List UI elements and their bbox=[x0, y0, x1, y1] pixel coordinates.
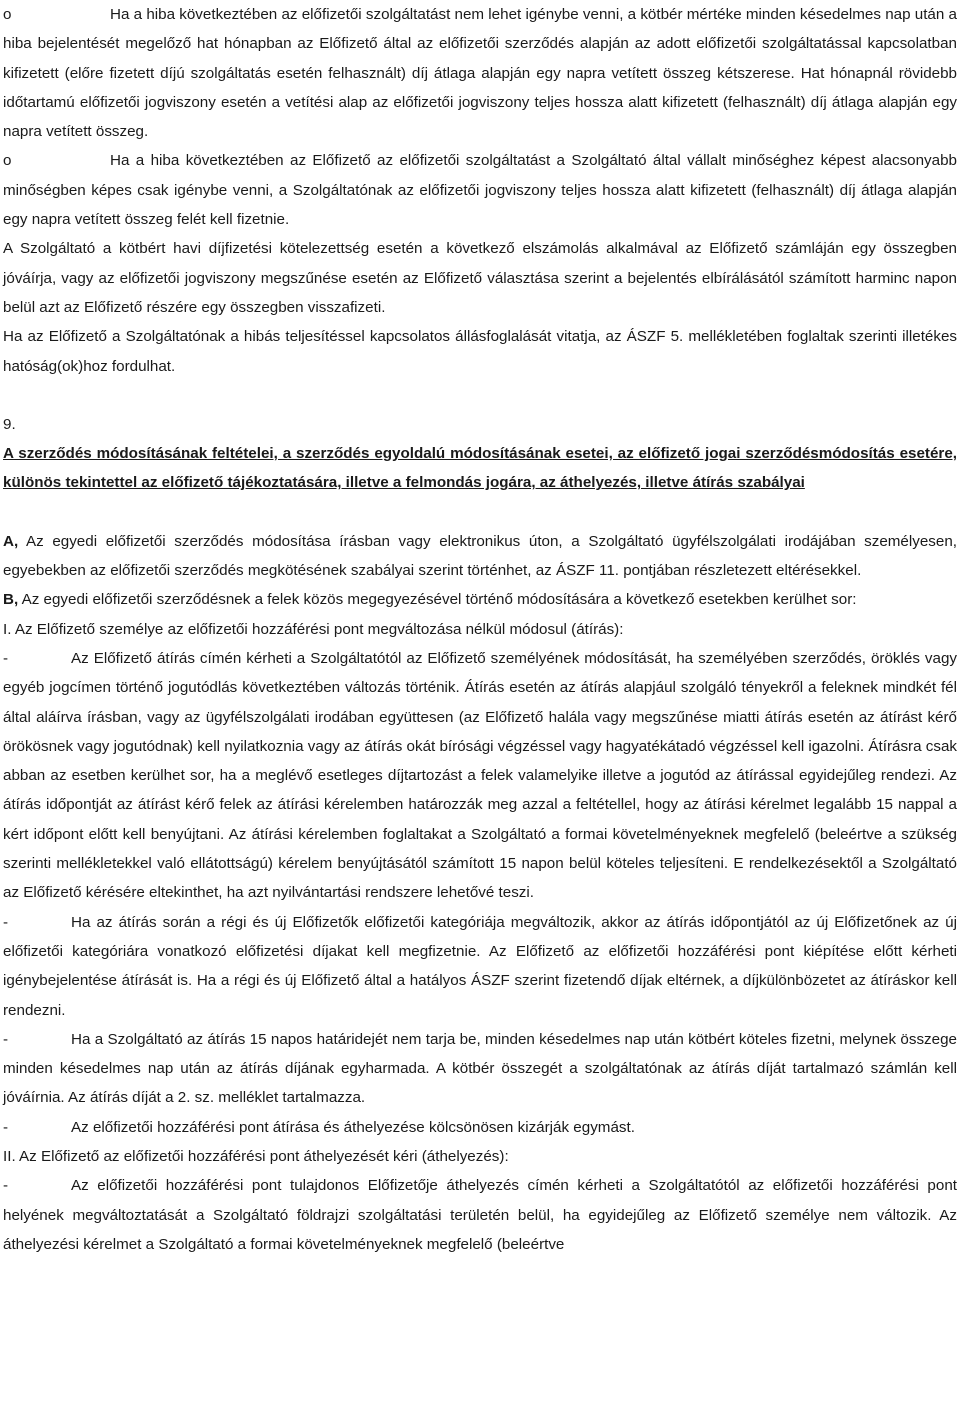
dash-item-text: Az előfizetői hozzáférési pont átírása és áthelyezése kölcsönösen kizárják egymást. bbox=[71, 1118, 635, 1136]
bullet-o-marker: o bbox=[3, 152, 12, 170]
dash-item-atiras-request bbox=[3, 644, 957, 908]
paragraph-text: Ha a hiba következtében az Előfizető az előfizetői szolgáltatást a Szolgáltató által vállalt minőséghez képest alacsonyabb minőségben képes csak igénybe venni, a Szolgáltatónak az előfizetői jogviszony teljes hossza alatt kifizetett (felhasznált) díj átlaga alapján egy napra vetített összeg felét kell fizetnie. bbox=[3, 152, 957, 229]
paragraph-kotber-full-outage bbox=[3, 0, 957, 146]
paragraph-text: Ha a hiba következtében az előfizetői szolgáltatást nem lehet igénybe venni, a kötbér mértéke minden késedelmes nap után a hiba bejelentését megelőző hat hónapban az Előfizető által az előfizetői szerződés alapján az adott előfizetői szolgáltatással kapcsolatban kifizetett (előre fizetett díjú szolgáltatás esetén felhasznált) díj átlaga alapján egy napra vetített összeg kétszerese. Hat hónapnál rövidebb időtartamú előfizetői jogviszony esetén a vetítési alap az előfizetői jogviszony teljes hossza alatt kifizetett (felhasznált) díj átlaga alapján egy napra vetített összeg. bbox=[3, 6, 957, 141]
paragraph-dispute: Ha az Előfizető a Szolgáltatónak a hibás teljesítéssel kapcsolatos állásfoglalását vitatja, az ÁSZF 5. mellékletében foglaltak szerinti illetékes hatóság(ok)hoz fordulhat. bbox=[3, 328, 957, 375]
dash-marker: - bbox=[3, 649, 9, 667]
dash-marker: - bbox=[3, 1177, 9, 1195]
item-b-text: Az egyedi előfizetői szerződésnek a felek közös megegyezésével történő módosítására a következő esetekben kerülhet sor: bbox=[18, 591, 857, 609]
dash-item-athelyezes-request bbox=[3, 1171, 957, 1259]
dash-marker: - bbox=[3, 1118, 9, 1136]
spacer bbox=[3, 498, 957, 527]
section-number: 9. bbox=[3, 415, 16, 433]
item-a-text: Az egyedi előfizetői szerződés módosítása írásban vagy elektronikus úton, a Szolgáltató ügyfélszolgálati irodájában személyesen, egyebekben az előfizetői szerződés megkötésének szabályai szerint történhet, az ÁSZF 11. pontjában részletezett eltérésekkel. bbox=[3, 532, 957, 580]
paragraph-item-b bbox=[3, 585, 957, 614]
dash-item-mutual-exclusion bbox=[3, 1113, 957, 1142]
bullet-o-marker: o bbox=[3, 6, 12, 23]
dash-item-text: Az Előfizető átírás címén kérheti a Szolgáltatótól az Előfizető személyének módosítását, ha személyében szerződés, öröklés vagy egyéb jogcímen történő jogutódlás következtében változás történik. Átírás esetén az átírás alapjául szolgáló tényekről a feleknek mindkét fél által aláírva írásban, vagy az ügyfélszolgálati irodában együttesen (az Előfizető halála vagy megszűnése miatti átírás esetén az átírást kérő örökösnek vagy jogutódnak) kell nyilatkoznia vagy az átírás okát bírósági végzéssel vagy hagyatékátadó végzéssel kell igazolni. Átírásra csak abban az esetben kerülhet sor, ha a meglévő esetleges díjtartozást a felek valamelyike illetve a jogutód az átírással egyidejűleg rendezi. Az átírás időpontját az átírást kérő felek az átírási kérelemben határozzák meg azzal a feltétellel, hogy az átírási kérelmet legalább 15 nappal a kért időpont előtt kell benyújtani. Az átírási kérelemben foglaltakat a Szolgáltató a formai követelményeknek megfelelő (beleértve a szükség szerinti mellékletekkel való ellátottságú) kérelem benyújtásától számított 15 napon belül köteles teljesíteni. E rendelkezésektől a Szolgáltató az Előfizető kérésére eltekinthet, ha azt nyilvántartási rendszere lehetővé teszi. bbox=[3, 649, 957, 902]
paragraph-item-a bbox=[3, 527, 957, 586]
item-b-label: B, bbox=[3, 591, 19, 609]
dash-marker: - bbox=[3, 913, 9, 931]
item-a-label: A, bbox=[3, 532, 19, 550]
spacer bbox=[3, 381, 957, 410]
dash-item-category-change bbox=[3, 908, 957, 1025]
dash-item-deadline-kotber bbox=[3, 1025, 957, 1113]
dash-marker: - bbox=[3, 1030, 9, 1048]
dash-item-text: Az előfizetői hozzáférési pont tulajdonos Előfizetője áthelyezés címén kérheti a Szolgáltatótól az előfizetői hozzáférési pont helyének megváltoztatását a Szolgáltató földrajzi szolgáltatási területén belül, ha egyidejűleg az Előfizető személye nem változik. Az áthelyezési kérelmet a Szolgáltató a formai követelményeknek megfelelő (beleértve bbox=[3, 1177, 957, 1253]
paragraph-kotber-reduced-quality bbox=[3, 146, 957, 234]
dash-item-text: Ha az átírás során a régi és új Előfizetők előfizetői kategóriája megváltozik, akkor az átírás időpontjától az új Előfizetőnek az új előfizetői kategóriára vonatkozó előfizetési díjakat kell megfizetnie. Az Előfizető az előfizetői hozzáférési pont kiépítése előtt kérheti igénybejelentése átírását is. Ha a régi és új Előfizető által a hatályos ÁSZF szerint fizetendő díjak eltérnek, a díjkülönbözetet az átíráskor kell rendezni. bbox=[3, 913, 957, 1019]
paragraph-kotber-settlement: A Szolgáltató a kötbért havi díjfizetési kötelezettség esetén a következő elszámolás alkalmával az Előfizető számláján egy összegben jóváírja, vagy az előfizetői jogviszony megszűnése esetén az Előfizető választása szerint a bejelentés elbírálásától számított harminc napon belül azt az Előfizető részére egy összegben visszafizeti. bbox=[3, 240, 957, 316]
subheading-atiras: I. Az Előfizető személye az előfizetői hozzáférési pont megváltozása nélkül módosul (átírás): bbox=[3, 620, 624, 638]
subheading-athelyezes: II. Az Előfizető az előfizetői hozzáférési pont áthelyezését kéri (áthelyezés): bbox=[3, 1147, 509, 1165]
dash-item-text: Ha a Szolgáltató az átírás 15 napos határidejét nem tarja be, minden késedelmes nap után kötbért köteles fizetni, melynek összege minden késedelmes nap után az átírás díjának egyharmada. A kötbér összegét a szolgáltatónak az átírás díját tartalmazó számlán kell jóváírnia. Az átírás díját a 2. sz. melléklet tartalmazza. bbox=[3, 1030, 957, 1107]
section-title: A szerződés módosításának feltételei, a szerződés egyoldalú módosításának esetei, az előfizető jogai szerződésmódosítás esetére, különös tekintettel az előfizető tájékoztatására, illetve a felmondás jogára, az áthelyezés, illetve átírás szabályai bbox=[3, 445, 957, 492]
